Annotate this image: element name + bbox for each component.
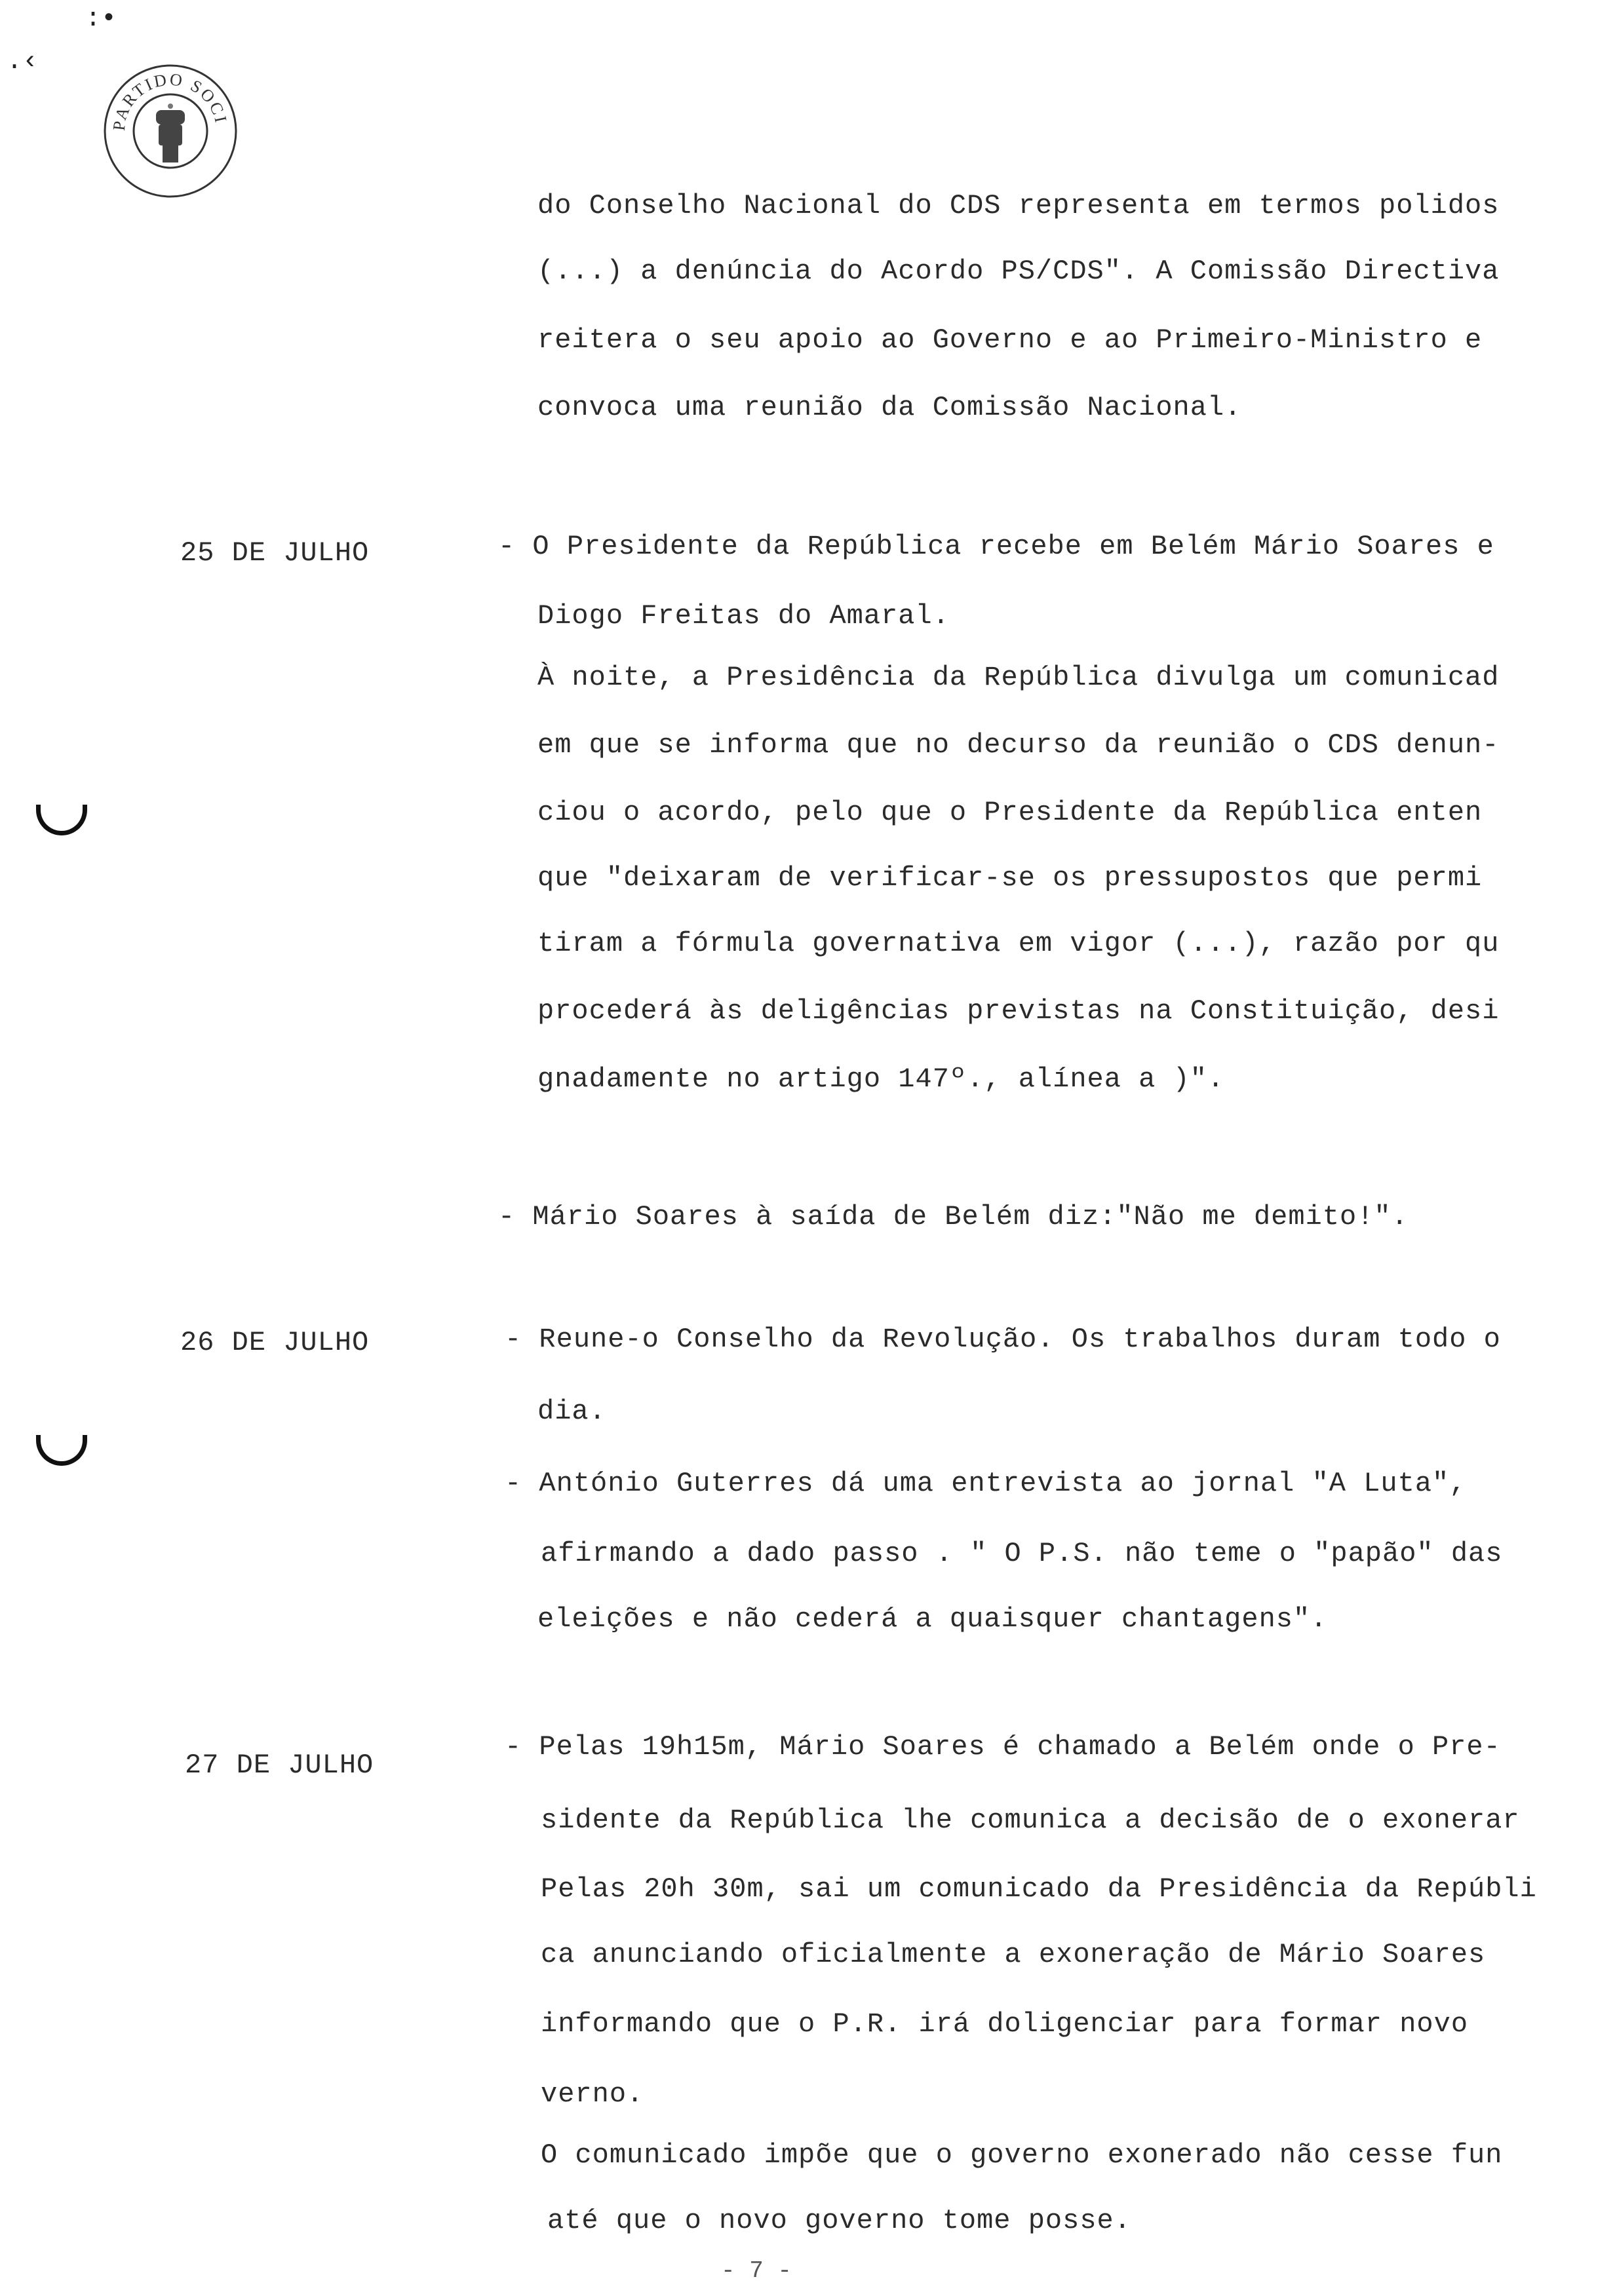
entry-line: gnadamente no artigo 147º., alínea a )". [537, 1063, 1225, 1095]
entry-line: O comunicado impõe que o governo exonerado não cesse fun [541, 2139, 1503, 2171]
entry-line: verno. [541, 2078, 644, 2110]
entry-line: que "deixaram de verificar-se os pressupostos que permi [537, 862, 1483, 894]
entry-line: eleições e não cederá a quaisquer chantagens". [537, 1603, 1328, 1635]
intro-line: convoca uma reunião da Comissão Nacional. [537, 392, 1242, 423]
entry-line: afirmando a dado passo . " O P.S. não teme o "papão" das [541, 1538, 1503, 1569]
intro-line: do Conselho Nacional do CDS representa em termos polidos [537, 190, 1500, 221]
entry-line: tiram a fórmula governativa em vigor (...), razão por qu [537, 928, 1500, 959]
entry-line: ciou o acordo, pelo que o Presidente da República enten [537, 797, 1483, 828]
entry-line: ca anunciando oficialmente a exoneração de Mário Soares [541, 1939, 1486, 1970]
entry-line: até que o novo governo tome posse. [547, 2205, 1131, 2236]
entry-line: - Mário Soares à saída de Belém diz:"Não me demito!". [498, 1201, 1409, 1233]
ink-mark: :• [85, 5, 117, 34]
punch-hole-mark [36, 805, 87, 835]
entry-line: - António Guterres dá uma entrevista ao jornal "A Luta", [505, 1468, 1467, 1499]
entry-line: procederá às deligências previstas na Constituição, desi [537, 995, 1500, 1027]
entry-line: dia. [537, 1396, 606, 1427]
entry-line: Diogo Freitas do Amaral. [537, 600, 950, 632]
entry-date: 26 DE JULHO [180, 1327, 370, 1358]
ink-mark: .‹ [7, 47, 39, 77]
party-logo [98, 59, 243, 203]
entry-line: - O Presidente da República recebe em Belém Mário Soares e [498, 531, 1494, 562]
entry-line: Pelas 20h 30m, sai um comunicado da Presidência da Repúbli [541, 1873, 1537, 1905]
entry-line: - Pelas 19h15m, Mário Soares é chamado a Belém onde o Pre- [505, 1731, 1501, 1763]
entry-date: 25 DE JULHO [180, 537, 370, 569]
intro-line: reitera o seu apoio ao Governo e ao Primeiro-Ministro e [537, 324, 1483, 356]
svg-text:PARTIDO SOCIALISTA: PARTIDO SOCI [109, 69, 231, 132]
page-number: - 7 - [721, 2257, 792, 2284]
entry-line: - Reune-o Conselho da Revolução. Os trabalhos duram todo o [505, 1324, 1501, 1355]
entry-date: 27 DE JULHO [185, 1750, 374, 1781]
party-seal-icon [98, 59, 243, 203]
intro-line: (...) a denúncia do Acordo PS/CDS". A Comissão Directiva [537, 256, 1500, 287]
punch-hole-mark [36, 1435, 87, 1466]
entry-line: À noite, a Presidência da República divulga um comunicad [537, 662, 1500, 693]
entry-line: informando que o P.R. irá doligenciar para formar novo [541, 2008, 1469, 2040]
entry-line: sidente da República lhe comunica a decisão de o exonerar [541, 1805, 1520, 1836]
entry-line: em que se informa que no decurso da reunião o CDS denun- [537, 729, 1500, 761]
